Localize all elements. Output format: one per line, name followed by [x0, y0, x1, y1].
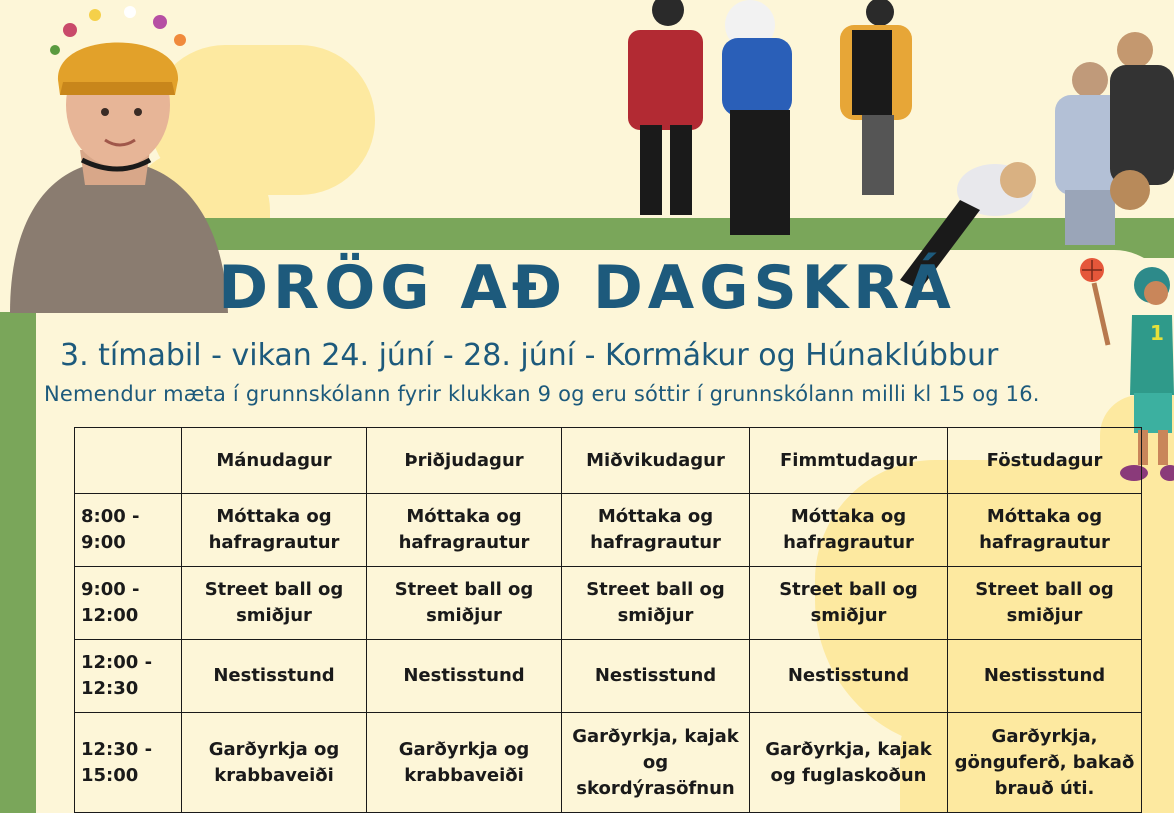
activity-cell [948, 713, 1142, 813]
activity-cell [367, 567, 562, 640]
page-title: DRÖG AÐ DAGSKRÁ [218, 253, 956, 323]
activity-text: Garðyrkja og krabbaveiði [398, 738, 530, 786]
activity-cell [750, 567, 948, 640]
activity-cell [750, 713, 948, 813]
jersey-number: 1 [1150, 321, 1164, 345]
activity-text: Street ball og smiðjur [204, 579, 344, 626]
time-cell: 12:30 - 15:00 [75, 713, 182, 813]
activity-cell [562, 567, 750, 640]
header-day-tuesday: Þriðjudagur [367, 428, 562, 494]
activity-cell [948, 567, 1142, 640]
activity-text: Móttaka og hafragrautur [979, 506, 1110, 553]
activity-cell [367, 713, 562, 813]
activity-text: Garðyrkja, kajak og fuglaskoðun [765, 738, 932, 786]
activity-cell [948, 494, 1142, 567]
activity-text: Garðyrkja, kajak og skordýrasöfnun [572, 725, 739, 799]
activity-cell [750, 494, 948, 567]
table-row [75, 494, 1142, 567]
activity-text: Street ball og smiðjur [394, 579, 534, 626]
time-cell: 8:00 - 9:00 [75, 494, 182, 567]
activity-text: Nestisstund [213, 665, 335, 686]
attendance-note: Nemendur mæta í grunnskólann fyrir klukkan 9 og eru sóttir í grunnskólann milli kl 15 og 16. [44, 382, 1040, 406]
activity-cell [948, 640, 1142, 713]
green-band-left [0, 312, 36, 813]
activity-text: Nestisstund [787, 665, 910, 686]
table-row [75, 640, 1142, 713]
activity-text: Nestisstund [403, 665, 525, 686]
table-header-row [75, 428, 1142, 494]
activity-text: Móttaka og hafragrautur [398, 506, 530, 553]
header-day-monday: Mánudagur [182, 428, 367, 494]
table-row [75, 567, 1142, 640]
schedule-table [74, 427, 1142, 813]
activity-cell [750, 640, 948, 713]
activity-cell [182, 713, 367, 813]
activity-text: Garðyrkja og krabbaveiði [208, 738, 340, 786]
activity-cell [562, 713, 750, 813]
activity-text: Nestisstund [594, 665, 717, 686]
activity-text: Móttaka og hafragrautur [208, 506, 340, 553]
header-day-friday: Föstudagur [948, 428, 1142, 494]
header-day-thursday: Fimmtudagur [750, 428, 948, 494]
activity-cell [562, 494, 750, 567]
page-subtitle: 3. tímabil - vikan 24. júní - 28. júní - Kormákur og Húnaklúbbur [60, 338, 999, 373]
activity-text: Garðyrkja, gönguferð, bakað brauð úti. [954, 725, 1135, 799]
activity-cell [182, 567, 367, 640]
activity-cell [367, 640, 562, 713]
activity-cell [182, 494, 367, 567]
table-row [75, 713, 1142, 813]
header-corner-cell [75, 428, 182, 494]
time-cell: 9:00 - 12:00 [75, 567, 182, 640]
activity-cell [562, 640, 750, 713]
activity-text: Street ball og smiðjur [586, 579, 725, 626]
activity-cell [182, 640, 367, 713]
activity-cell [367, 494, 562, 567]
activity-text: Móttaka og hafragrautur [590, 506, 721, 553]
header-day-wednesday: Miðvikudagur [562, 428, 750, 494]
time-cell: 12:00 - 12:30 [75, 640, 182, 713]
activity-text: Nestisstund [983, 665, 1106, 686]
activity-text: Móttaka og hafragrautur [783, 506, 914, 553]
activity-text: Street ball og smiðjur [975, 579, 1114, 626]
activity-text: Street ball og smiðjur [779, 579, 918, 626]
